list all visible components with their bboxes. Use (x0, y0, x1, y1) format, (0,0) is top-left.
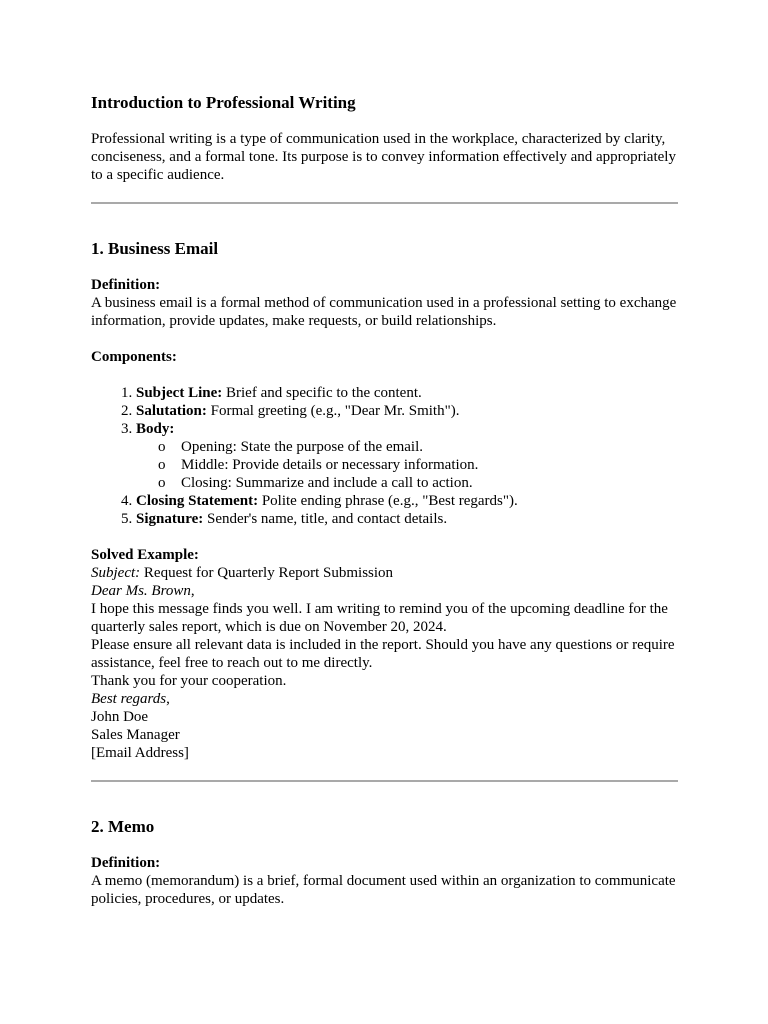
list-item (136, 384, 678, 402)
email-paragraph: Please ensure all relevant data is included in the report. Should you have any questions or require assistance, feel free to reach out to me directly. (91, 637, 675, 671)
subject-text: Request for Quarterly Report Submission (140, 565, 394, 581)
list-item: o Closing: Summarize and include a call to action. (181, 474, 678, 492)
section-business-email (91, 240, 678, 762)
document-body (91, 94, 678, 908)
solved-example (91, 546, 678, 762)
section-divider (91, 202, 678, 204)
list-item (136, 420, 678, 492)
component-label: Salutation: (136, 403, 207, 419)
email-closing (91, 690, 678, 708)
greeting-punct: , (190, 583, 195, 599)
list-item: o Opening: State the purpose of the email. (181, 438, 678, 456)
definition-label: Definition: (91, 277, 161, 293)
definition-text: A memo (memorandum) is a brief, formal document used within an organization to communicate policies, procedures, or updates. (91, 873, 676, 907)
section-memo (91, 818, 678, 908)
example-label: Solved Example: (91, 547, 199, 563)
list-item (136, 402, 678, 420)
email-paragraph: I hope this message finds you well. I am writing to remind you of the upcoming deadline for the quarterly sales report, which is due on November 20, 2024. (91, 601, 668, 635)
greeting-text: Dear Ms. Brown (91, 583, 191, 599)
section-divider (91, 780, 678, 782)
list-item (136, 510, 678, 528)
list-item (136, 492, 678, 510)
email-greeting (91, 582, 678, 600)
closing-punct: , (166, 691, 170, 707)
closing-text: Best regards (91, 691, 167, 707)
definition-label: Definition: (91, 855, 161, 871)
section-heading: 1. Business Email (91, 239, 219, 258)
component-text: Formal greeting (e.g., "Dear Mr. Smith"). (206, 403, 460, 419)
component-text: Polite ending phrase (e.g., "Best regards"). (258, 493, 518, 509)
sender-email: [Email Address] (91, 745, 189, 761)
component-label: Signature: (136, 511, 204, 527)
components-list (91, 384, 678, 528)
document-title: Introduction to Professional Writing (91, 93, 356, 112)
component-label: Closing Statement: (136, 493, 259, 509)
component-label: Subject Line: (136, 385, 223, 401)
email-subject-line (91, 564, 678, 582)
definition-text: A business email is a formal method of communication used in a professional setting to exchange information, provide updates, make requests, or build relationships. (91, 295, 677, 329)
list-item: o Middle: Provide details or necessary information. (181, 456, 678, 474)
sender-title: Sales Manager (91, 727, 180, 743)
email-paragraph: Thank you for your cooperation. (91, 673, 287, 689)
components-label: Components: (91, 349, 177, 365)
component-label: Body: (136, 421, 175, 437)
subject-label: Subject: (91, 565, 141, 581)
sender-name: John Doe (91, 709, 149, 725)
body-sublist (136, 438, 678, 492)
component-text: Brief and specific to the content. (222, 385, 422, 401)
section-heading: 2. Memo (91, 817, 155, 836)
intro-paragraph: Professional writing is a type of communication used in the workplace, characterized by clarity, conciseness, and a formal tone. Its purpose is to convey information effectively and appropriately to a specific audience. (91, 131, 676, 183)
component-text: Sender's name, title, and contact details. (203, 511, 448, 527)
